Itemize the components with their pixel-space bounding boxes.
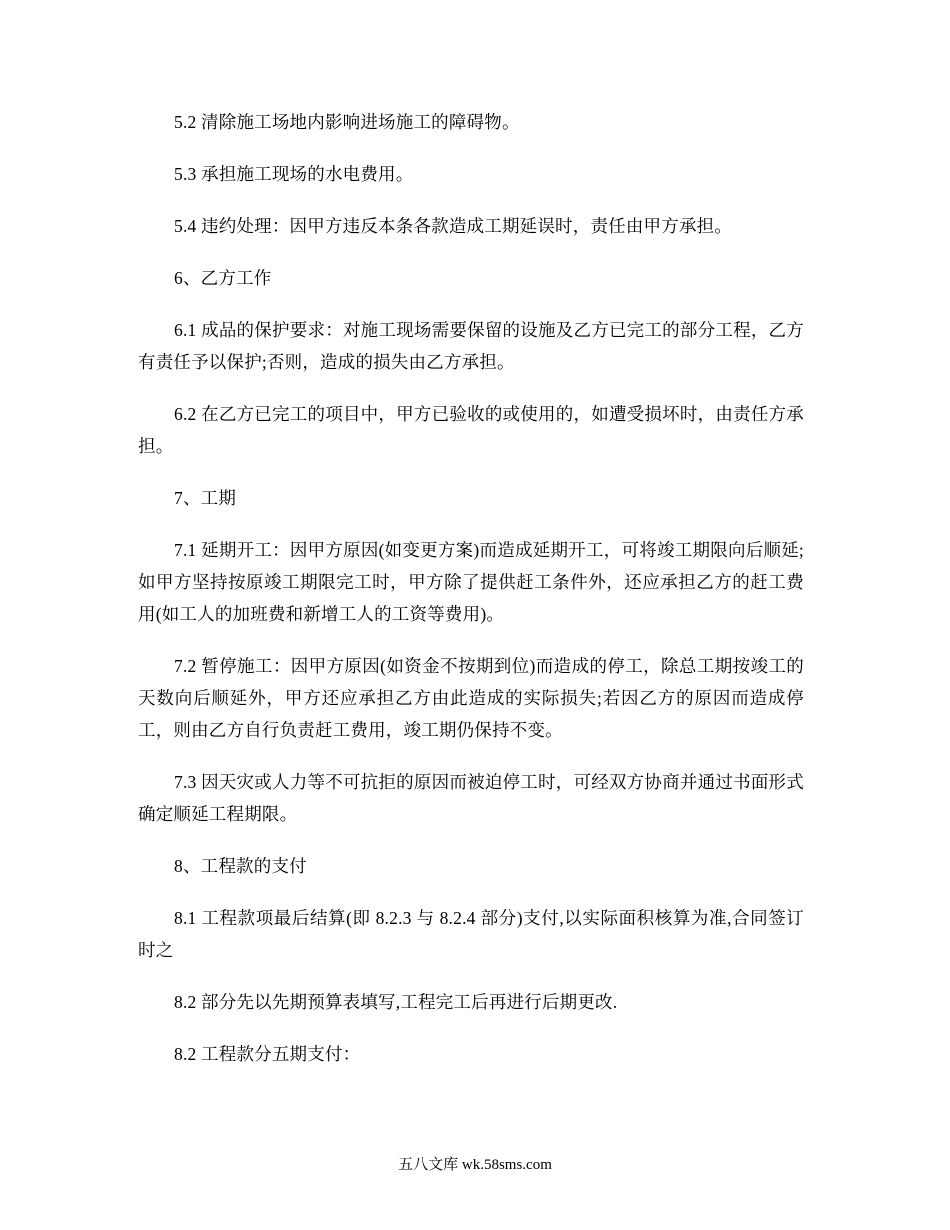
paragraph-7-1: 7.1 延期开工：因甲方原因(如变更方案)而造成延期开工，可将竣工期限向后顺延;如甲方坚持按原竣工期限完工时，甲方除了提供赶工条件外，还应承担乙方的赶工费用(如工人的加班费和新增工人的工资等费用)。 bbox=[138, 540, 804, 624]
paragraph-8-1: 8.1 工程款项最后结算(即 8.2.3 与 8.2.4 部分)支付,以实际面积核算为准,合同签订时之 bbox=[138, 908, 804, 960]
paragraph-5-2: 5.2 清除施工场地内影响进场施工的障碍物。 bbox=[174, 112, 520, 132]
paragraph-8-2-b: 8.2 工程款分五期支付： bbox=[174, 1044, 361, 1064]
document-body bbox=[138, 106, 804, 1090]
page-footer: 五八文库 wk.58sms.com bbox=[398, 1157, 552, 1173]
paragraph-5-4: 5.4 违约处理：因甲方违反本条各款造成工期延误时，责任由甲方承担。 bbox=[174, 216, 733, 236]
heading-section-8: 8、工程款的支付 bbox=[174, 856, 307, 876]
paragraph-7-3: 7.3 因天灾或人力等不可抗拒的原因而被迫停工时，可经双方协商并通过书面形式确定顺延工程期限。 bbox=[138, 772, 804, 824]
heading-section-7: 7、工期 bbox=[174, 488, 237, 508]
paragraph-7-2: 7.2 暂停施工：因甲方原因(如资金不按期到位)而造成的停工，除总工期按竣工的天数向后顺延外，甲方还应承担乙方由此造成的实际损失;若因乙方的原因而造成停工，则由乙方自行负责赶工费用，竣工期仍保持不变。 bbox=[138, 656, 804, 740]
paragraph-8-2-a: 8.2 部分先以先期预算表填写,工程完工后再进行后期更改. bbox=[174, 992, 618, 1012]
paragraph-6-2: 6.2 在乙方已完工的项目中，甲方已验收的或使用的，如遭受损坏时，由责任方承担。 bbox=[138, 404, 804, 456]
paragraph-5-3: 5.3 承担施工现场的水电费用。 bbox=[174, 164, 414, 184]
heading-section-6: 6、乙方工作 bbox=[174, 268, 272, 288]
paragraph-6-1: 6.1 成品的保护要求：对施工现场需要保留的设施及乙方已完工的部分工程，乙方有责任予以保护;否则，造成的损失由乙方承担。 bbox=[138, 320, 804, 372]
